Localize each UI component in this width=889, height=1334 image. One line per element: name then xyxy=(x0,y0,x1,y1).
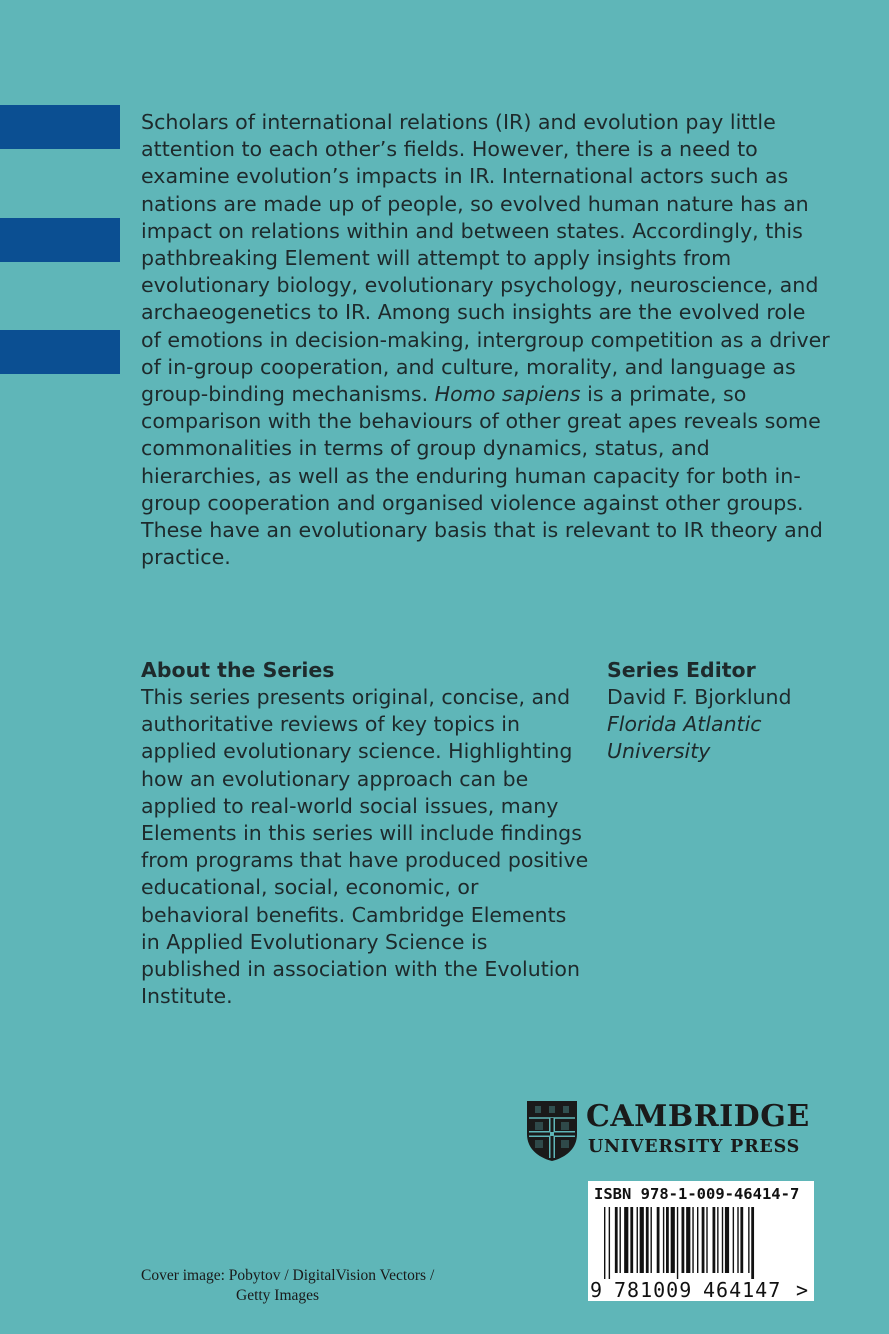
series-editor-affiliation-line2: University xyxy=(607,739,711,764)
accent-bar-middle xyxy=(0,218,120,262)
barcode-bar xyxy=(733,1207,734,1273)
publisher-subname: UNIVERSITY PRESS xyxy=(588,1137,801,1157)
credit-line-1: Cover image: Pobytov / DigitalVision Vectors / xyxy=(141,1267,435,1284)
accent-bar-top xyxy=(0,105,120,149)
barcode-bar xyxy=(604,1207,605,1279)
blurb-italic-species: Homo sapiens xyxy=(434,382,581,407)
barcode-bar xyxy=(706,1207,707,1273)
series-editor-section xyxy=(607,656,867,766)
barcode-bar xyxy=(637,1207,638,1273)
barcode-bar xyxy=(657,1207,660,1273)
blurb-text-part2: is a primate, so comparison with the behaviours of other great apes reveals some commonalities in terms of group dynamics, status, and hierarchies, as well as the enduring human capacity for both in-group cooperation and organised violence against other groups. These have an evolutionary basis that is relevant to IR theory and practice. xyxy=(141,382,823,570)
barcode-bar xyxy=(620,1207,621,1273)
barcode-bar xyxy=(677,1207,678,1279)
barcode-bar xyxy=(737,1207,738,1273)
barcode-bar xyxy=(748,1207,749,1273)
barcode-bar xyxy=(751,1207,754,1279)
about-series-heading: About the Series xyxy=(141,658,335,682)
barcode-bar xyxy=(624,1207,628,1273)
barcode-bar xyxy=(640,1207,644,1273)
series-editor-name: David F. Bjorklund xyxy=(607,685,792,709)
cover-image-credit xyxy=(141,1266,501,1306)
barcode-bar xyxy=(697,1207,698,1273)
accent-bar-bottom xyxy=(0,330,120,374)
book-blurb xyxy=(141,109,831,571)
barcode-bar xyxy=(692,1207,693,1273)
barcode-bar xyxy=(630,1207,633,1273)
barcode-bar xyxy=(686,1207,690,1273)
barcode-bar xyxy=(663,1207,664,1273)
barcode-bar xyxy=(682,1207,685,1273)
barcode-bar xyxy=(666,1207,669,1273)
series-editor-affiliation-line1: Florida Atlantic xyxy=(607,712,762,737)
barcode-bar xyxy=(646,1207,649,1273)
cambridge-university-press-logo xyxy=(526,1100,826,1162)
barcode-bar xyxy=(615,1207,618,1273)
barcode-digits-group2: 464147 xyxy=(703,1278,782,1301)
barcode-digit-first: 9 xyxy=(590,1278,603,1301)
barcode-bar xyxy=(725,1207,729,1273)
barcode-bar xyxy=(671,1207,675,1273)
publisher-name: CAMBRIDGE xyxy=(586,1099,810,1134)
barcode-bar xyxy=(713,1207,716,1273)
barcode-arrow: > xyxy=(796,1278,809,1301)
barcode-bar xyxy=(717,1207,718,1273)
barcode-bar xyxy=(609,1207,610,1279)
about-series-section xyxy=(141,656,591,1010)
barcode-bar xyxy=(722,1207,723,1273)
credit-line-2: Getty Images xyxy=(236,1287,320,1304)
barcode-digits-group1: 781009 xyxy=(614,1278,693,1301)
barcode-bar xyxy=(651,1207,652,1273)
barcode-graphic xyxy=(588,1207,814,1301)
cambridge-shield-icon xyxy=(526,1100,578,1162)
isbn-barcode xyxy=(588,1181,814,1301)
isbn-label: ISBN 978-1-009-46414-7 xyxy=(594,1185,800,1203)
barcode-bar xyxy=(740,1207,743,1273)
blurb-text-part1: Scholars of international relations (IR) and evolution pay little attention to each other’s fields. However, there is a need to examine evolution’s impacts in IR. International actors such as nations are made up of people, so evolved human nature has an impact on relations within and between states. Accordingly, this pathbreaking Element will attempt to apply insights from evolutionary biology, evolutionary psychology, neuroscience, and archaeogenetics to IR. Among such insights are the evolved role of emotions in decision-making, intergroup competition as a driver of in-group cooperation, and culture, morality, and language as group-binding mechanisms. xyxy=(141,110,830,407)
about-series-text: This series presents original, concise, and authoritative reviews of key topics in applied evolutionary science. Highlighting how an evolutionary approach can be applied to real-world social issues, many Elements in this series will include findings from programs that have produced positive educational, social, economic, or behavioral benefits. Cambridge Elements in Applied Evolutionary Science is published in association with the Evolution Institute. xyxy=(141,685,589,1009)
barcode-bar xyxy=(702,1207,705,1273)
series-editor-heading: Series Editor xyxy=(607,658,756,682)
